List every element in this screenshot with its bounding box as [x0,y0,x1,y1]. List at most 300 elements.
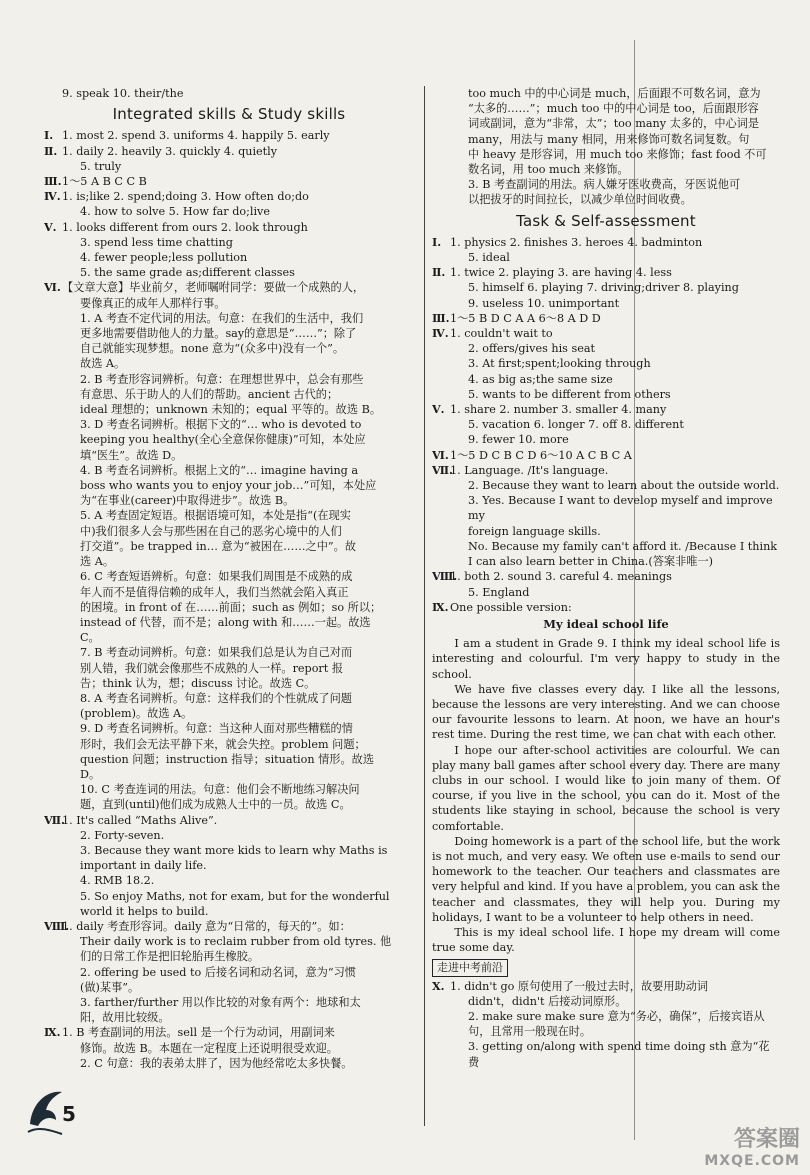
answer-line [432,1024,780,1039]
section-numeral [44,478,62,493]
answer-text: 2. offers/gives his seat [468,342,595,356]
answer-line [44,782,414,797]
answer-text: 5. A 考查固定短语。根据语境可知，本处是指“(在现实 [80,509,351,523]
indent [62,569,80,584]
answer-line [432,402,780,417]
indent [450,585,468,600]
answer-text: 有意思、乐于助人的人们的帮助。ancient 古代的； [80,387,339,401]
section-numeral [432,132,450,147]
answer-text: 5. England [468,585,530,599]
answer-text: 别人错，我们就会像那些不成熟的人一样。report 报 [80,661,344,675]
section-numeral [432,478,450,493]
answer-line [44,539,414,554]
indent [62,463,80,478]
dolphin-logo-icon [24,1080,66,1140]
answer-text: D。 [80,767,101,781]
answer-line [432,417,780,432]
answer-text: instead of 代替，而不是；along with 和……一起。故选 [80,615,371,629]
answer-text: 更多地需要借助他人的力量。say的意思是“……”；除了 [80,327,357,341]
answer-text: ideal 理想的；unknown 未知的；equal 平等的。故选 B。 [80,403,382,417]
section-numeral [432,539,450,554]
column-divider [424,86,425,1126]
answer-line [44,934,414,949]
answer-line [44,1010,414,1025]
answer-text: 阳，故用比较级。 [80,1011,170,1025]
indent [62,478,80,493]
answer-text: 中 heavy 是形容词，用 much too 来修饰；fast food 不可 [468,147,767,161]
section-numeral [44,858,62,873]
answer-line [44,326,414,341]
answer-text: (problem)。故选 A。 [80,707,193,721]
answer-text: 以把拔牙的时间拉长，以减少单位时间收费。 [468,193,692,207]
section-numeral [44,630,62,645]
indent [62,843,80,858]
answer-text: 1. share 2. number 3. smaller 4. many [450,403,667,417]
section-numeral [432,554,450,569]
answer-line [44,691,414,706]
answer-line [44,372,414,387]
watermark-main: 答案圈 [733,1127,800,1152]
answer-line [432,979,780,994]
section-numeral [44,554,62,569]
answer-line [432,372,780,387]
section-numeral [432,387,450,402]
answer-text: 的困境。in front of 在……前面；such as 例如；so 所以； [80,600,382,614]
answer-text: 1. both 2. sound 3. careful 4. meanings [450,570,672,584]
answer-line [44,813,414,828]
answer-line [432,539,780,554]
answer-text: 2. offering be used to 后接名词和动名词，意为“习惯 [80,965,356,979]
indent [62,341,80,356]
answer-line [432,116,780,131]
answer-line [432,147,780,162]
answer-line [44,630,414,645]
answer-text: 2. Because they want to learn about the outside world. [468,479,780,493]
section-numeral [44,797,62,812]
indent [62,691,80,706]
section-numeral: Ⅵ. [44,280,61,295]
section-numeral [432,101,450,116]
answer-line [44,250,414,265]
left-column [44,86,414,1071]
watermark-url: MXQE.COM [704,1153,800,1169]
section-numeral [44,1041,62,1056]
indent [62,326,80,341]
section-numeral [44,904,62,919]
answer-line [44,478,414,493]
indent [62,980,80,995]
answer-line [44,965,414,980]
answer-line [432,296,780,311]
indent [62,493,80,508]
section-numeral: Ⅲ. [432,310,450,325]
section-numeral: Ⅹ. [432,978,445,993]
answer-line [44,174,414,189]
section-numeral [44,387,62,402]
indent [62,204,80,219]
essay-paragraph: Doing homework is a part of the school life, but the work is not much, and very easy. We often use e-mails to send our homework to the teacher. Our teachers and classmates are very helpful and kind. If you have a problem, you can ask the teacher and classmates, they will help you. During my holidays, I want to be a volunteer to help others in need. [432,834,780,924]
answer-text: 1. twice 2. playing 3. are having 4. less [450,266,672,280]
section-numeral [432,1009,450,1024]
section-numeral [432,177,450,192]
answer-text: Their daily work is to reclaim rubber from old tyres. 他 [80,935,392,949]
section-numeral [432,341,450,356]
answer-line [44,356,414,371]
section-numeral [44,159,62,174]
answer-line [44,676,414,691]
section-numeral [44,995,62,1010]
answer-line [432,1039,780,1069]
answer-text: I can also learn better in China.(答案非唯一) [468,555,714,569]
answer-text: 1. B 考查副词的用法。sell 是一个行为动词，用副词来 [62,1026,335,1040]
indent [450,356,468,371]
answer-text: 打交道”。be trapped in… 意为“被困在……之中”。故 [80,539,357,553]
answer-line [432,463,780,478]
answer-line [44,159,414,174]
answer-text: 为“在事业(career)中取得进步”。故选 B。 [80,494,295,508]
answer-line [44,417,414,432]
answer-line [432,341,780,356]
answer-text: “太多的……”；much too 中的中心词是 too，后面跟形容 [468,102,759,116]
indent [450,280,468,295]
essay-title: My ideal school life [543,616,669,631]
section-numeral [44,645,62,660]
section-numeral [432,585,450,600]
answer-line [44,402,414,417]
answer-line [44,448,414,463]
section-numeral [432,417,450,432]
answer-text: 3. getting on/along with spend time doing sth 意为“花费 [468,1040,770,1069]
essay-paragraph: This is my ideal school life. I hope my dream will come true some day. [432,925,780,955]
answer-text: too much 中的中心词是 much，后面跟不可数名词，意为 [468,87,761,100]
answer-line [432,250,780,265]
answer-line [432,1009,780,1024]
indent [62,432,80,447]
indent [62,630,80,645]
indent [450,177,468,192]
answer-line [44,661,414,676]
section-numeral [44,372,62,387]
indent [62,721,80,736]
indent [450,539,468,554]
answer-text: 4. how to solve 5. How far do;live [80,205,270,219]
indent [450,478,468,493]
answer-text: 1～5 D C B C D 6～10 A C B C A [450,448,632,462]
section-numeral [44,600,62,615]
essay-paragraph: I am a student in Grade 9. I think my ideal school life is interesting and colourful. I'm very happy to study in the school. [432,637,780,681]
answer-text: 5. himself 6. playing 7. driving;driver 8. playing [468,281,739,295]
answer-text: 6. C 考查短语辨析。句意：如果我们周围是不成熟的成 [80,570,353,584]
indent [450,296,468,311]
section-numeral [44,417,62,432]
answer-text: 修饰。故选 B。本题在一定程度上还说明很受欢迎。 [80,1041,338,1055]
answer-line [44,858,414,873]
section-numeral [44,691,62,706]
answer-line [432,569,780,584]
section-numeral [44,843,62,858]
section-numeral: Ⅷ. [44,918,70,933]
answer-line [432,265,780,280]
indent [450,432,468,447]
section-numeral [432,994,450,1009]
answer-line [44,1025,414,1040]
indent [62,889,80,904]
indent [62,524,80,539]
answer-text: 1. looks different from ours 2. look through [62,220,308,234]
essay-paragraph: We have five classes every day. I like all the lessons, because the lessons are very interesting. And we can choose our favourite lessons to learn. At noon, we have an hour's rest time. During the rest time, we can chat with each other. [432,682,780,742]
indent [450,341,468,356]
answer-line [44,554,414,569]
section-numeral [44,326,62,341]
answer-text: 3. D 考查名词辨析。根据下文的“… who is devoted to [80,418,362,432]
answer-line [44,828,414,843]
answer-line [44,949,414,964]
section-numeral: Ⅳ. [44,189,61,204]
answer-line [432,448,780,463]
answer-line [44,721,414,736]
answer-text: 4. fewer people;less pollution [80,251,248,265]
answer-text: 3. B 考查副词的用法。病人嫌牙医收费高，牙医说他可 [468,178,741,192]
answer-text: 9. useless 10. unimportant [468,296,620,310]
answer-text: important in daily life. [80,859,207,873]
indent [62,661,80,676]
section-numeral: Ⅶ. [432,462,453,477]
section-numeral [44,569,62,584]
indent [62,737,80,752]
answer-line [432,177,780,192]
answer-text: 要像真正的成年人那样行事。 [80,296,226,310]
indent [450,372,468,387]
answer-text: (做)某事”。 [80,980,140,994]
answer-line [44,463,414,478]
answer-line [44,645,414,660]
section-numeral [44,615,62,630]
indent [450,554,468,569]
answer-text: 5. So enjoy Maths, not for exam, but for the wonderful [80,889,390,903]
answer-text: 2. C 句意：我的表弟太胖了，因为他经常吃太多快餐。 [80,1056,353,1070]
section-numeral [44,767,62,782]
answer-line [432,387,780,402]
section-numeral [432,432,450,447]
section-numeral: Ⅴ. [44,219,57,234]
answer-text: 【文章大意】毕业前夕，老师嘱咐同学：要做一个成熟的人， [62,281,365,295]
section-numeral [44,86,62,101]
answer-text: 1. is;like 2. spend;doing 3. How often do;do [62,190,309,204]
answer-line [44,752,414,767]
answer-line [432,280,780,295]
indent [62,585,80,600]
answer-text: 数名词，用 too much 来修饰。 [468,163,629,177]
indent [450,250,468,265]
section-numeral: Ⅶ. [44,812,65,827]
watermark [704,1122,800,1169]
answer-text: 1. A 考查不定代词的用法。句意：在我们的生活中，我们 [80,311,364,325]
answer-text: 2. Forty-seven. [80,828,165,842]
answer-line [432,356,780,371]
indent [450,116,468,131]
answer-text: 们的日常工作是把旧轮胎再生橡胶。 [80,950,260,964]
answer-text: 年人而不是值得信赖的成年人，我们当然就会陷入真正 [80,585,349,599]
indent [62,797,80,812]
indent [62,645,80,660]
answer-text: 10. C 考查连词的用法。句意：他们会不断地练习解决问 [80,783,360,797]
essay [432,617,780,955]
answer-text: 3. farther/further 用以作比较的对象有两个：地球和太 [80,995,361,1009]
answer-text: 填“医生”。故选 D。 [80,448,183,462]
answer-line [44,904,414,919]
answer-text: 1. daily 考查形容词。daily 意为“日常的，每天的”。如： [62,919,351,933]
indent [62,554,80,569]
answer-text: boss who wants you to enjoy your job…”可知，本处应 [80,479,377,493]
answer-text: 1～5 B D C A A 6～8 A D D [450,311,601,325]
section-numeral: Ⅵ. [432,447,449,462]
answer-text: 1～5 A B C C B [62,175,147,189]
section-numeral [432,162,450,177]
answer-line [44,341,414,356]
indent [62,1056,80,1071]
answer-line [44,311,414,326]
essay-body [432,636,780,955]
indent [62,417,80,432]
answer-line [44,189,414,204]
answer-line [44,144,414,159]
answer-text: 句，且常用一般现在时。 [468,1025,592,1039]
answer-line [432,235,780,250]
indent [62,250,80,265]
section-numeral [44,432,62,447]
section-numeral [432,1024,450,1039]
answer-line [432,101,780,116]
section-numeral [44,1056,62,1071]
indent [62,296,80,311]
answer-text: didn't，didn't 后接动词原形。 [468,994,627,1008]
answer-text: C。 [80,631,100,645]
answer-line [44,889,414,904]
answer-line [432,311,780,326]
answer-text: 5. the same grade as;different classes [80,266,295,280]
answer-text: 1. couldn't wait to [450,327,553,341]
indent [62,600,80,615]
section-numeral [44,737,62,752]
indent [62,539,80,554]
section-numeral [44,463,62,478]
indent [450,132,468,147]
section-numeral: Ⅸ. [44,1025,61,1040]
answer-text: 5. truly [80,159,122,173]
answer-line [432,86,780,101]
indent [62,265,80,280]
answer-text: 9. fewer 10. more [468,433,569,447]
indent [62,706,80,721]
indent [62,311,80,326]
indent [62,1041,80,1056]
indent [62,356,80,371]
answer-text: world it helps to build. [80,904,209,918]
section-numeral [44,965,62,980]
answer-text: 故选 A。 [80,357,126,371]
answer-line [44,296,414,311]
section-numeral [44,661,62,676]
section-numeral [432,296,450,311]
section-heading: Task & Self-assessment [516,211,696,230]
indent [450,192,468,207]
indent [62,904,80,919]
section-numeral: Ⅷ. [432,569,458,584]
indent [450,417,468,432]
section-numeral [44,934,62,949]
answer-line [44,706,414,721]
indent [62,159,80,174]
answer-text: 自己就能实现梦想。none 意为“(众多中)没有一个”。 [80,342,345,356]
answer-text: 1. daily 2. heavily 3. quickly 4. quietly [62,144,278,158]
essay-paragraph: I hope our after-school activities are colourful. We can play many ball games after school every day. There are many clubs in our school. I would like to join many of them. Of course, if you live in the school, you can do it. Most of the students like staying in school, because the school is very comfortable. [432,743,780,833]
answer-line [44,873,414,888]
section-heading: Integrated skills & Study skills [112,105,346,124]
answer-line [44,919,414,934]
section-numeral [44,265,62,280]
section-box-heading: 走进中考前沿 [432,959,508,976]
answer-line [44,569,414,584]
indent [62,1010,80,1025]
answer-text: 5. ideal [468,251,510,265]
indent [62,235,80,250]
section-numeral [44,873,62,888]
indent [62,387,80,402]
answer-line [44,493,414,508]
section-numeral [44,311,62,326]
indent [62,448,80,463]
indent [62,402,80,417]
answer-line [44,585,414,600]
answer-text: 1. most 2. spend 3. uniforms 4. happily 5. early [62,129,330,143]
indent [62,782,80,797]
indent [450,994,468,1009]
section-numeral [44,706,62,721]
answer-line [44,204,414,219]
right-column [432,86,780,1070]
section-numeral [44,448,62,463]
answer-text: 1. didn't go 原句使用了一般过去时，故要用助动词 [450,979,709,993]
section-numeral [44,341,62,356]
section-numeral [44,539,62,554]
indent [62,934,80,949]
answer-text: 词或副词，意为“非常，太”；too many 太多的，中心词是 [468,117,760,131]
answer-line [44,737,414,752]
answer-text: 4. as big as;the same size [468,372,613,386]
section-numeral [44,235,62,250]
answer-line [432,132,780,147]
answer-text: 3. Yes. Because I want to develop myself and improve my [468,494,773,523]
indent [450,1024,468,1039]
indent [450,86,468,101]
section-numeral [44,402,62,417]
answer-text: keeping you healthy(全心全意保你健康)”可知，本处应 [80,433,366,447]
answer-text: 2. B 考查形容词辨析。句意：在理想世界中，总会有那些 [80,372,364,386]
answer-text: 1. It's called “Maths Alive”. [62,813,218,827]
answer-text: 题，直到(until)他们成为成熟人士中的一员。故选 C。 [80,798,351,812]
indent [62,676,80,691]
answer-line [432,994,780,1009]
section-numeral [432,192,450,207]
answer-line [44,524,414,539]
answer-line [44,980,414,995]
indent [62,828,80,843]
answer-text: 中)我们很多人会与那些困在自己的恶劣心境中的人们 [80,524,342,538]
section-numeral [44,356,62,371]
answer-text: 告；think 认为，想；discuss 讨论。故选 C。 [80,676,316,690]
answer-line [44,843,414,858]
answer-line [44,1056,414,1071]
